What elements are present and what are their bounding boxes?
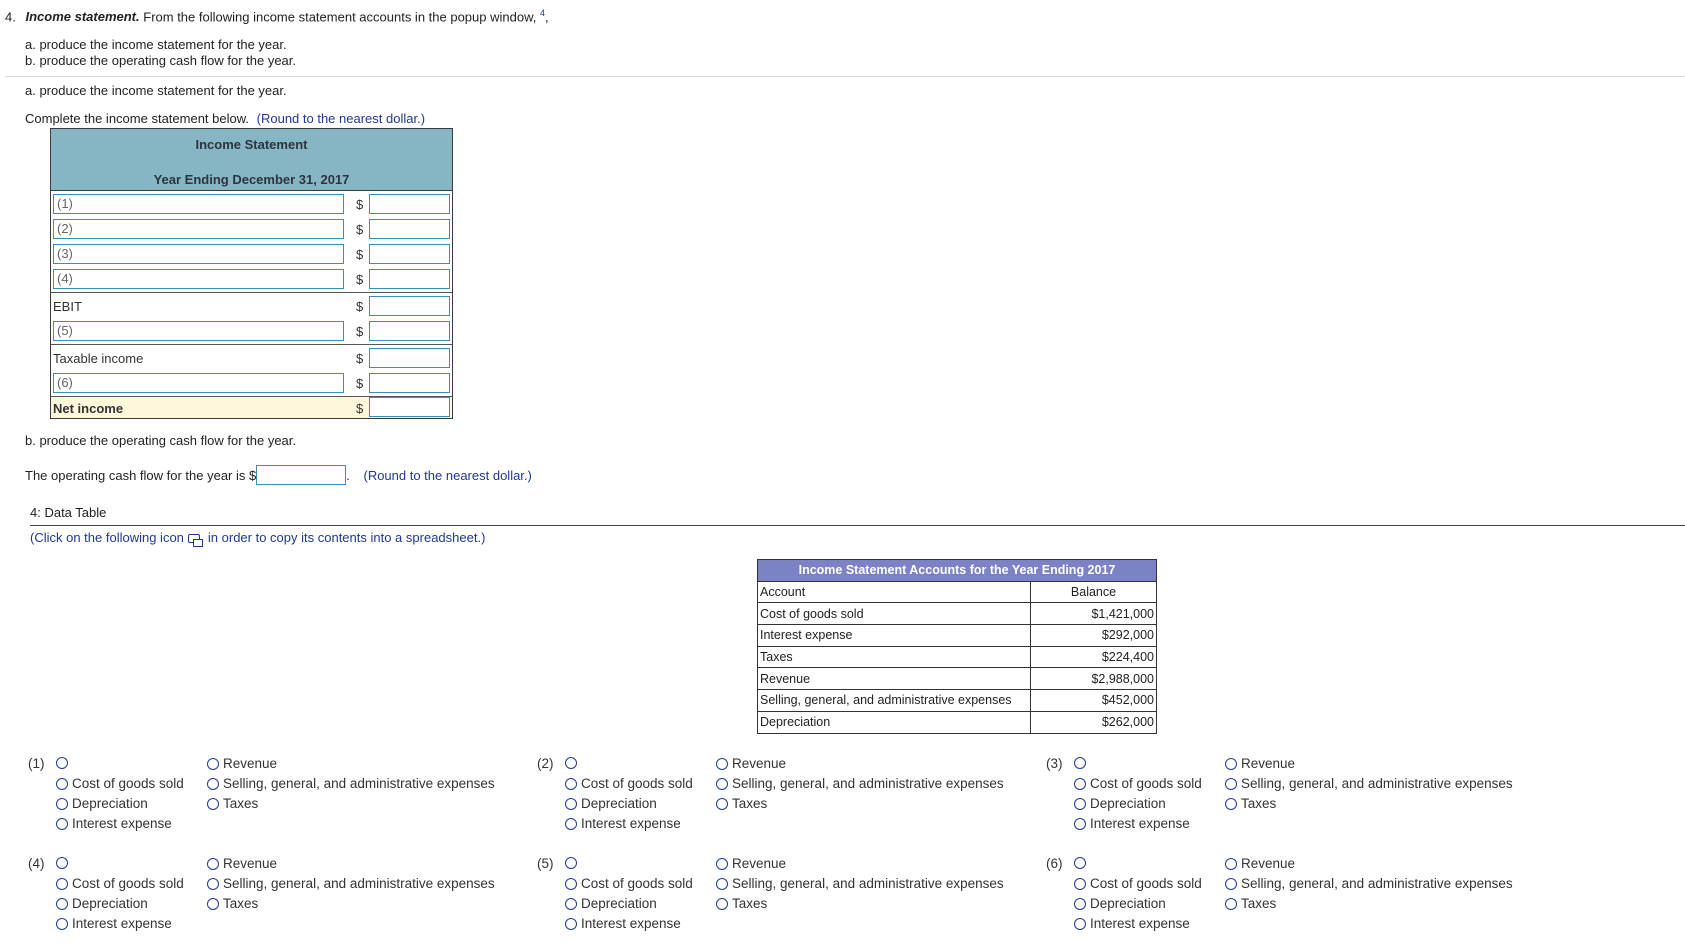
balance-cell: $224,400 (1031, 646, 1157, 668)
radio-option-label: Taxes (223, 896, 259, 911)
radio-option-taxes[interactable] (1225, 896, 1276, 911)
radio-blank-option[interactable] (565, 757, 577, 769)
radio-option-label: Cost of goods sold (1090, 876, 1202, 891)
ocf-input[interactable] (256, 465, 346, 485)
income-statement-title: Income Statement (195, 137, 308, 152)
radio-circle[interactable] (207, 878, 219, 890)
is-line-item-select-1[interactable]: (1) (53, 194, 344, 214)
choice-group-label: (4) (28, 856, 45, 871)
radio-option-label: Revenue (1241, 756, 1296, 771)
choice-group-label: (1) (28, 756, 45, 771)
is-amount-input-6[interactable] (369, 373, 450, 393)
radio-option-depreciation[interactable] (56, 896, 148, 911)
dollar-sign: $ (356, 351, 364, 366)
radio-option-depreciation[interactable] (565, 796, 657, 811)
radio-circle[interactable] (1074, 918, 1086, 930)
radio-option-label: Selling, general, and administrative expenses (732, 876, 1004, 891)
radio-circle[interactable] (565, 798, 577, 810)
radio-circle[interactable] (565, 778, 577, 790)
choice-group-6 (1046, 856, 1546, 946)
choice-group-5 (537, 856, 1037, 946)
radio-option-sga[interactable] (207, 876, 495, 891)
radio-option-label: Revenue (223, 756, 278, 771)
copy-note-post: in order to copy its contents into a spreadsheet.) (207, 530, 486, 545)
copy-note (30, 530, 485, 545)
radio-blank-option[interactable] (56, 857, 68, 869)
radio-option-cogs[interactable] (565, 876, 693, 891)
radio-option-label: Cost of goods sold (581, 876, 693, 891)
radio-circle[interactable] (565, 818, 577, 830)
dollar-sign: $ (356, 197, 364, 212)
section-a-heading: a. produce the income statement for the year. (25, 83, 287, 98)
radio-option-label: Selling, general, and administrative expenses (732, 776, 1004, 791)
radio-option-label: Depreciation (581, 896, 657, 911)
radio-blank-option[interactable] (1074, 757, 1086, 769)
choice-group-4 (28, 856, 528, 946)
radio-option-label: Cost of goods sold (72, 876, 184, 891)
column-header-balance: Balance (1031, 581, 1157, 603)
radio-option-label: Depreciation (1090, 896, 1166, 911)
table-row (758, 711, 1157, 733)
choice-group-2 (537, 756, 1037, 846)
data-table-caption: Income Statement Accounts for the Year Ending 2017 (758, 560, 1157, 582)
question-intro: From the following income statement accounts in the popup window, (143, 9, 537, 25)
radio-option-depreciation[interactable] (56, 796, 148, 811)
radio-option-label: Depreciation (581, 796, 657, 811)
balance-cell: $452,000 (1031, 690, 1157, 712)
radio-blank-option[interactable] (565, 857, 577, 869)
accounts-data-table (757, 559, 1157, 734)
income-statement-form (50, 128, 453, 419)
balance-cell: $2,988,000 (1031, 668, 1157, 690)
radio-option-taxes[interactable] (207, 796, 258, 811)
table-row (758, 668, 1157, 690)
popup-reference[interactable]: 4 (539, 8, 545, 18)
is-line-item-select-5[interactable]: (5) (53, 321, 344, 341)
radio-circle[interactable] (56, 818, 68, 830)
radio-circle[interactable] (207, 858, 219, 870)
radio-circle[interactable] (565, 878, 577, 890)
radio-option-sga[interactable] (716, 776, 1004, 791)
radio-option-label: Cost of goods sold (1090, 776, 1202, 791)
radio-option-revenue[interactable] (716, 756, 786, 771)
radio-circle[interactable] (1225, 858, 1237, 870)
radio-circle[interactable] (207, 898, 219, 910)
radio-option-interest[interactable] (1074, 816, 1190, 831)
section-a-instruction-line (25, 111, 425, 126)
radio-circle[interactable] (565, 918, 577, 930)
choice-group-1 (28, 756, 528, 846)
dollar-sign: $ (356, 376, 364, 391)
balance-cell: $262,000 (1031, 711, 1157, 733)
choice-group-label: (6) (1046, 856, 1063, 871)
radio-circle[interactable] (1074, 818, 1086, 830)
radio-option-depreciation[interactable] (1074, 896, 1166, 911)
table-row (758, 603, 1157, 625)
question-trailing: , (545, 9, 549, 25)
is-amount-input-ebit[interactable] (369, 296, 450, 316)
radio-option-cogs[interactable] (1074, 776, 1202, 791)
radio-option-label: Taxes (1241, 796, 1277, 811)
is-amount-input-taxable-income[interactable] (369, 348, 450, 368)
radio-option-label: Taxes (732, 896, 768, 911)
data-table-title: 4: Data Table (30, 505, 107, 520)
is-line-item-select-2[interactable]: (2) (53, 219, 344, 239)
balance-cell: $1,421,000 (1031, 603, 1157, 625)
table-row (758, 690, 1157, 712)
radio-circle[interactable] (716, 778, 728, 790)
income-statement-subtitle: Year Ending December 31, 2017 (153, 172, 350, 187)
radio-blank-option[interactable] (1074, 857, 1086, 869)
dollar-sign: $ (356, 272, 364, 287)
radio-circle[interactable] (56, 778, 68, 790)
radio-circle[interactable] (56, 898, 68, 910)
table-row (758, 625, 1157, 647)
is-divider (51, 344, 452, 345)
header-divider (5, 76, 1685, 77)
dollar-sign: $ (356, 299, 364, 314)
copy-spreadsheet-icon[interactable] (188, 534, 200, 543)
radio-option-taxes[interactable] (1225, 796, 1276, 811)
is-amount-input-3[interactable] (369, 244, 450, 264)
radio-blank-option[interactable] (56, 757, 68, 769)
radio-circle[interactable] (1225, 778, 1237, 790)
radio-option-interest[interactable] (56, 916, 172, 931)
radio-circle[interactable] (1225, 758, 1237, 770)
radio-option-taxes[interactable] (716, 796, 767, 811)
dollar-sign: $ (356, 324, 364, 339)
radio-circle[interactable] (1074, 778, 1086, 790)
radio-option-label: Taxes (1241, 896, 1277, 911)
radio-option-label: Interest expense (72, 816, 172, 831)
radio-circle[interactable] (56, 918, 68, 930)
radio-option-revenue[interactable] (716, 856, 786, 871)
is-amount-input-4[interactable] (369, 269, 450, 289)
question-title: Income statement. (25, 9, 140, 25)
radio-option-label: Interest expense (72, 916, 172, 931)
radio-option-cogs[interactable] (56, 776, 184, 791)
radio-option-label: Selling, general, and administrative expenses (223, 876, 495, 891)
is-amount-input-2[interactable] (369, 219, 450, 239)
radio-option-taxes[interactable] (207, 896, 258, 911)
radio-option-label: Interest expense (581, 816, 681, 831)
choice-group-label: (5) (537, 856, 554, 871)
radio-option-label: Taxes (223, 796, 259, 811)
radio-circle[interactable] (1225, 798, 1237, 810)
radio-circle[interactable] (56, 878, 68, 890)
radio-option-label: Revenue (1241, 856, 1296, 871)
radio-option-label: Selling, general, and administrative expenses (1241, 776, 1513, 791)
radio-option-revenue[interactable] (1225, 756, 1295, 771)
radio-option-interest[interactable] (565, 816, 681, 831)
account-cell: Cost of goods sold (758, 603, 1031, 625)
radio-circle[interactable] (1074, 878, 1086, 890)
radio-circle[interactable] (716, 758, 728, 770)
radio-option-label: Depreciation (1090, 796, 1166, 811)
choice-group-label: (2) (537, 756, 554, 771)
dollar-sign: $ (356, 401, 364, 416)
radio-option-label: Taxes (732, 796, 768, 811)
radio-option-label: Depreciation (72, 896, 148, 911)
radio-option-label: Selling, general, and administrative expenses (1241, 876, 1513, 891)
choice-group-label: (3) (1046, 756, 1063, 771)
radio-circle[interactable] (716, 858, 728, 870)
question-number: 4. (5, 9, 16, 25)
radio-circle[interactable] (1225, 878, 1237, 890)
radio-option-sga[interactable] (207, 776, 495, 791)
radio-option-cogs[interactable] (565, 776, 693, 791)
account-cell: Selling, general, and administrative expenses (758, 690, 1031, 712)
ocf-period: . (346, 468, 350, 483)
section-a-instruction: Complete the income statement below. (25, 111, 250, 126)
radio-option-label: Interest expense (1090, 816, 1190, 831)
radio-option-revenue[interactable] (207, 856, 277, 871)
dollar-sign: $ (356, 222, 364, 237)
radio-option-sga[interactable] (1225, 776, 1513, 791)
radio-option-interest[interactable] (56, 816, 172, 831)
radio-circle[interactable] (716, 898, 728, 910)
radio-option-cogs[interactable] (56, 876, 184, 891)
radio-circle[interactable] (1225, 898, 1237, 910)
question-part-b: b. produce the operating cash flow for the year. (25, 53, 297, 68)
is-label-net-income: Net income (53, 401, 124, 416)
account-cell: Revenue (758, 668, 1031, 690)
radio-circle[interactable] (716, 878, 728, 890)
data-table-divider (30, 525, 1685, 526)
column-header-account: Account (758, 581, 1031, 603)
is-line-item-select-4[interactable]: (4) (53, 269, 344, 289)
radio-circle[interactable] (716, 798, 728, 810)
table-row (758, 646, 1157, 668)
account-cell: Depreciation (758, 711, 1031, 733)
is-label-ebit: EBIT (53, 299, 82, 314)
radio-option-label: Cost of goods sold (581, 776, 693, 791)
radio-option-sga[interactable] (716, 876, 1004, 891)
radio-option-sga[interactable] (1225, 876, 1513, 891)
dollar-sign: $ (356, 247, 364, 262)
ocf-line (25, 465, 532, 485)
radio-option-taxes[interactable] (716, 896, 767, 911)
account-cell: Interest expense (758, 625, 1031, 647)
account-cell: Taxes (758, 646, 1031, 668)
balance-cell: $292,000 (1031, 625, 1157, 647)
radio-option-label: Selling, general, and administrative expenses (223, 776, 495, 791)
radio-circle[interactable] (1074, 898, 1086, 910)
section-a-round-note: (Round to the nearest dollar.) (256, 111, 426, 126)
is-label-taxable-income: Taxable income (53, 351, 144, 366)
radio-option-label: Depreciation (72, 796, 148, 811)
radio-option-revenue[interactable] (1225, 856, 1295, 871)
is-amount-input-5[interactable] (369, 321, 450, 341)
is-amount-input-1[interactable] (369, 194, 450, 214)
radio-option-interest[interactable] (565, 916, 681, 931)
radio-circle[interactable] (207, 798, 219, 810)
radio-circle[interactable] (1074, 798, 1086, 810)
radio-option-label: Revenue (732, 856, 787, 871)
is-divider (51, 292, 452, 293)
radio-option-depreciation[interactable] (565, 896, 657, 911)
radio-circle[interactable] (56, 798, 68, 810)
radio-option-label: Revenue (732, 756, 787, 771)
ocf-sentence: The operating cash flow for the year is $ (25, 468, 257, 483)
is-line-item-select-6[interactable]: (6) (53, 373, 344, 393)
radio-option-label: Revenue (223, 856, 278, 871)
question-header (5, 8, 549, 24)
is-amount-input-net-income[interactable] (369, 397, 450, 417)
section-b-heading: b. produce the operating cash flow for the year. (25, 433, 297, 448)
copy-note-pre: (Click on the following icon (30, 530, 184, 545)
choice-group-3 (1046, 756, 1546, 846)
income-statement-header (51, 129, 452, 191)
radio-option-label: Interest expense (581, 916, 681, 931)
radio-option-interest[interactable] (1074, 916, 1190, 931)
radio-option-cogs[interactable] (1074, 876, 1202, 891)
radio-option-revenue[interactable] (207, 756, 277, 771)
question-part-a: a. produce the income statement for the year. (25, 37, 287, 52)
radio-option-depreciation[interactable] (1074, 796, 1166, 811)
radio-option-label: Cost of goods sold (72, 776, 184, 791)
radio-circle[interactable] (207, 778, 219, 790)
radio-circle[interactable] (207, 758, 219, 770)
ocf-round-note: (Round to the nearest dollar.) (363, 468, 532, 483)
radio-circle[interactable] (565, 898, 577, 910)
radio-option-label: Interest expense (1090, 916, 1190, 931)
is-line-item-select-3[interactable]: (3) (53, 244, 344, 264)
